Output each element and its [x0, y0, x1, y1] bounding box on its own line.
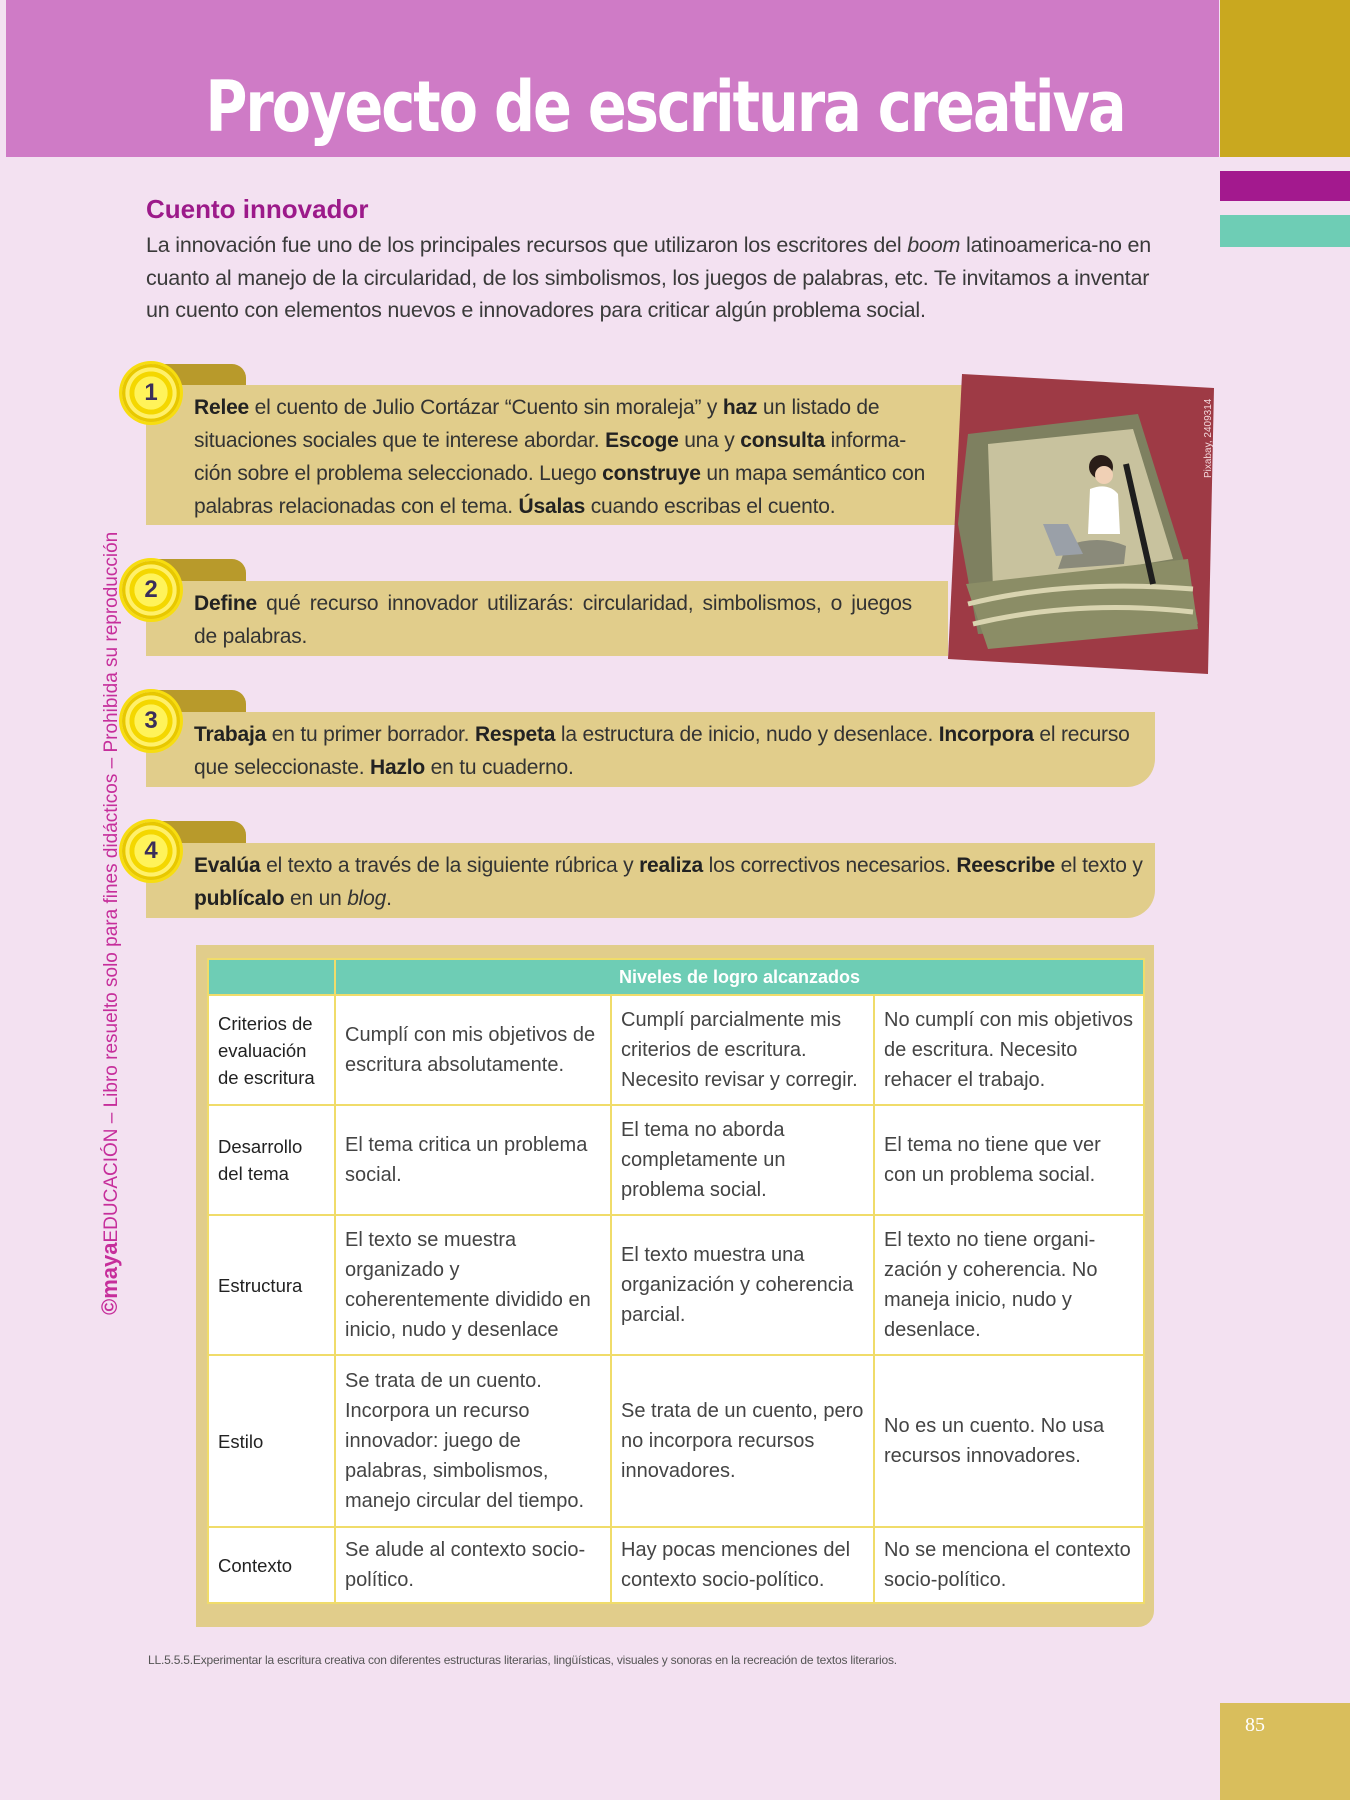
- rubric-criterion: Criterios de evaluación de escritura: [208, 995, 335, 1105]
- step-text-run: Hazlo: [369, 756, 425, 779]
- rubric-header-row: [208, 959, 1144, 995]
- section-subtitle: Cuento innovador: [146, 194, 369, 224]
- step-text-run: Define: [194, 592, 257, 615]
- step-text-run: Reescribe: [956, 854, 1055, 877]
- step-4-badge: [122, 822, 180, 880]
- rubric-cell: El texto se muestra organizado y coherentemente dividido en inicio, nudo y desenlace: [335, 1215, 611, 1355]
- rubric-row: [208, 1355, 1144, 1527]
- image-credit: Pixabay, 2409314: [1203, 398, 1214, 478]
- rubric-row: [208, 1215, 1144, 1355]
- rubric-cell: El tema no tiene que ver con un problema social.: [874, 1105, 1144, 1215]
- person-face: [1095, 466, 1113, 484]
- step-text-run: un listado de situaciones sociales que te interese abordar.: [194, 396, 880, 452]
- step-text-run: Escoge: [605, 429, 679, 452]
- step-text-run: haz: [722, 396, 758, 419]
- illustration-image: [948, 374, 1214, 674]
- page-title: Proyecto de escritura creativa: [205, 66, 1125, 148]
- step-text-run: una y: [678, 429, 741, 452]
- step-text-run: qué recurso innovador utilizarás: circularidad, simbolismos, o juegos de palabras.: [194, 592, 912, 648]
- step-text-run: un mapa semántico con palabras relacionadas con el tema.: [194, 462, 926, 518]
- rubric-cell: El tema critica un problema social.: [335, 1105, 611, 1215]
- step-text-run: informa-ción sobre el problema seleccionado. Luego: [194, 429, 907, 485]
- step-text-run: realiza: [639, 854, 704, 877]
- rubric-cell: Hay pocas menciones del contexto socio-político.: [611, 1527, 874, 1603]
- step-text-run: consulta: [740, 429, 825, 452]
- rubric-cell: No es un cuento. No usa recursos innovadores.: [874, 1355, 1144, 1527]
- rubric-criterion: Estilo: [208, 1355, 335, 1527]
- rubric-cell: Se trata de un cuento. Incorpora un recurso innovador: juego de palabras, simbolismos, manejo circular del tiempo.: [335, 1355, 611, 1527]
- step-text-run: Relee: [194, 396, 250, 419]
- copyright-text: EDUCACIÓN – Libro resuelto solo para fines didácticos – Prohibida su reproducción: [101, 531, 122, 1243]
- step-2-badge: [122, 561, 180, 619]
- step-text-run: la estructura de inicio, nudo y desenlace.: [555, 723, 939, 746]
- rubric-row: [208, 995, 1144, 1105]
- rubric-cell: Cumplí parcialmente mis criterios de escritura. Necesito revisar y corregir.: [611, 995, 874, 1105]
- rubric-corner-cell: [208, 959, 335, 995]
- step-3-text: [194, 718, 1154, 784]
- intro-paragraph: [146, 229, 1166, 327]
- step-text-run: blog: [347, 887, 387, 910]
- rubric-cell: No se menciona el contexto socio-político.: [874, 1527, 1144, 1603]
- magenta-stripe: [1220, 171, 1350, 201]
- step-text-run: Respeta: [474, 723, 556, 746]
- step-text-run: en un: [284, 887, 348, 910]
- step-text-run: Evalúa: [194, 854, 261, 877]
- step-text-run: construye: [602, 462, 701, 485]
- rubric-row: [208, 1105, 1144, 1215]
- rubric-cell: Se alude al contexto socio-político.: [335, 1527, 611, 1603]
- page-number: 85: [1245, 1714, 1265, 1736]
- person-body: [1088, 486, 1120, 534]
- rubric-criterion: Desarrollo del tema: [208, 1105, 335, 1215]
- corner-block: [1220, 0, 1350, 157]
- rubric-levels-header: Niveles de logro alcanzados: [335, 959, 1144, 995]
- rubric-cell: Cumplí con mis objetivos de escritura absolutamente.: [335, 995, 611, 1105]
- step-text-run: Incorpora: [938, 723, 1034, 746]
- copyright-side-text: [97, 485, 123, 1315]
- step-1-badge: [122, 364, 180, 422]
- page-number-block: [1220, 1703, 1350, 1800]
- curriculum-footnote: LL.5.5.5.Experimentar la escritura creativa con diferentes estructuras literarias, lingüísticas, visuales y sonoras en la recreación de textos literarios.: [148, 1653, 897, 1667]
- step-text-run: el recurso que seleccionaste.: [194, 723, 1130, 779]
- step-text-run: Úsalas: [518, 495, 586, 518]
- step-text-run: el texto y: [1054, 854, 1143, 877]
- rubric-body: [208, 995, 1144, 1603]
- step-text-run: .: [386, 887, 392, 910]
- intro-emphasis: boom: [907, 233, 961, 257]
- step-text-run: los correctivos necesarios.: [703, 854, 957, 877]
- teal-stripe: [1220, 215, 1350, 247]
- step-3-badge: [122, 692, 180, 750]
- rubric-criterion: Estructura: [208, 1215, 335, 1355]
- step-4-text: [194, 849, 1154, 915]
- step-text-run: en tu primer borrador.: [266, 723, 475, 746]
- step-text-run: Trabaja: [194, 723, 267, 746]
- step-1-text: [194, 391, 928, 523]
- step-number: 2: [144, 576, 158, 603]
- rubric-cell: El tema no aborda completamente un problema social.: [611, 1105, 874, 1215]
- rubric-cell: El texto no tiene organi-zación y coherencia. No maneja inicio, nudo y desenlace.: [874, 1215, 1144, 1355]
- step-text-run: publícalo: [194, 887, 285, 910]
- step-number: 3: [144, 707, 158, 734]
- rubric-cell: Se trata de un cuento, pero no incorpora recursos innovadores.: [611, 1355, 874, 1527]
- step-text-run: el cuento de Julio Cortázar “Cuento sin moraleja” y: [249, 396, 723, 419]
- intro-text: La innovación fue uno de los principales recursos que utilizaron los escritores del: [146, 233, 908, 257]
- step-number: 1: [144, 379, 158, 406]
- step-number: 4: [144, 837, 158, 864]
- step-text-run: cuando escribas el cuento.: [585, 495, 836, 518]
- step-text-run: el texto a través de la siguiente rúbrica y: [260, 854, 640, 877]
- intro-text: latinoamerica-no en cuanto al manejo de la circularidad, de los simbolismos, los juegos de palabras, etc. Te invitamos a inventar un cuento con elementos nuevos e innovadores para criticar algún problema social.: [146, 233, 1152, 322]
- rubric-cell: No cumplí con mis objetivos de escritura. Necesito rehacer el trabajo.: [874, 995, 1144, 1105]
- rubric-table: [207, 958, 1145, 1604]
- step-2-text: [194, 587, 912, 653]
- rubric-criterion: Contexto: [208, 1527, 335, 1603]
- rubric-row: [208, 1527, 1144, 1603]
- step-text-run: en tu cuaderno.: [425, 756, 574, 779]
- rubric-cell: El texto muestra una organización y coherencia parcial.: [611, 1215, 874, 1355]
- brand-logo: ©maya: [97, 1242, 122, 1315]
